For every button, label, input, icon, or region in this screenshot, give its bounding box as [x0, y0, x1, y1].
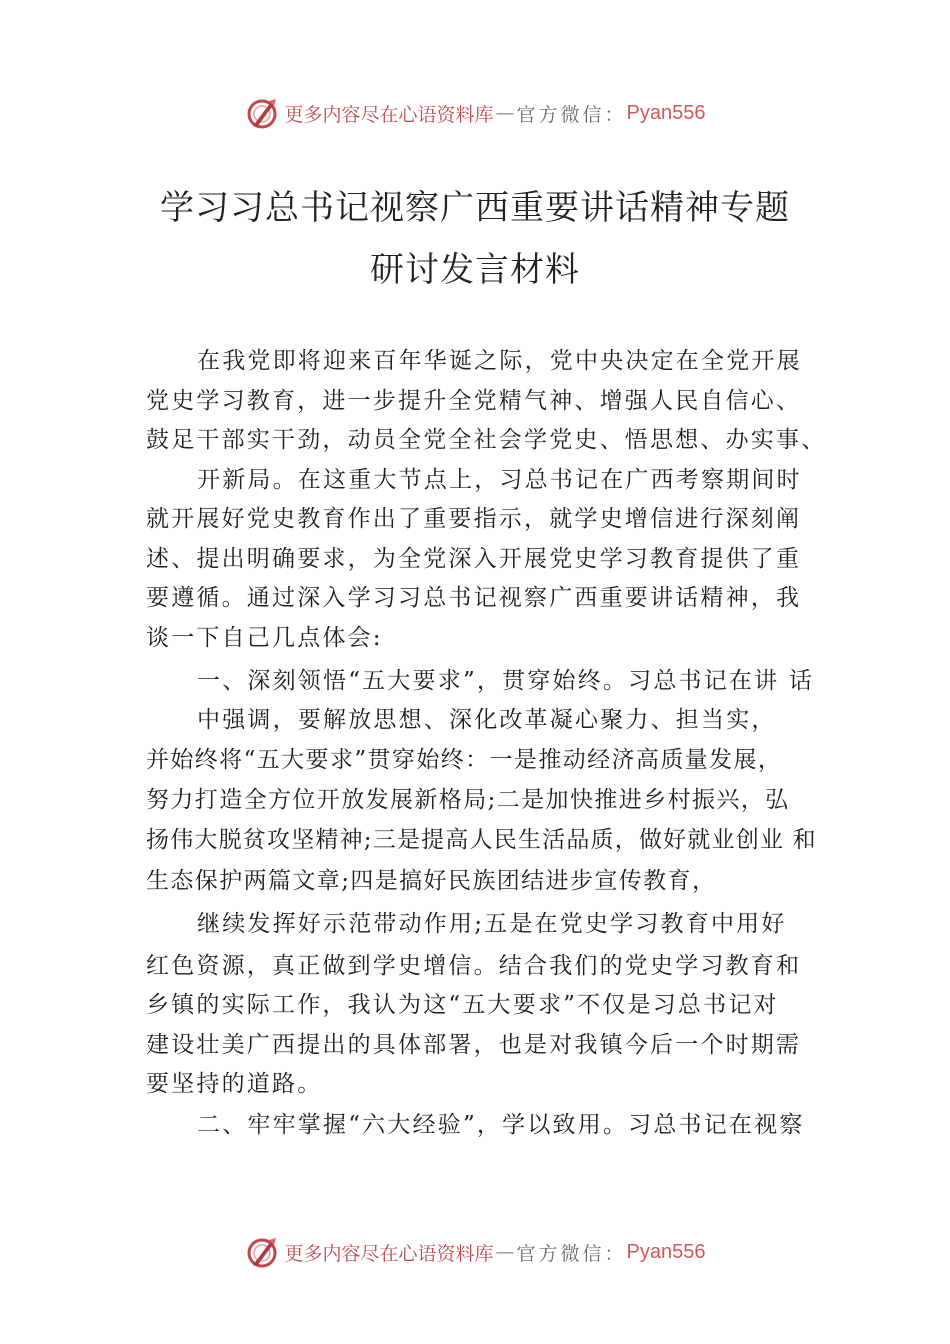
- banner-wechat-label: 官方微信：: [516, 103, 627, 126]
- body-line: 开新局。在这重大节点上，习总书记在广西考察期间时: [197, 467, 802, 493]
- banner-site-name: 更多内容尽在心语资料库: [284, 1242, 494, 1265]
- body-line: 二、牢牢掌握“六大经验”，学以致用。习总书记在视察: [197, 1112, 805, 1138]
- banner-dash: —: [495, 102, 515, 124]
- footer-watermark-banner: [0, 1232, 950, 1272]
- body-line: 谈一下自己几点体会:: [146, 625, 383, 651]
- body-line: 中强调，要解放思想、深化改革凝心聚力、担当实，: [197, 707, 777, 733]
- body-line: 乡镇的实际工作，我认为这“五大要求”不仅是习总书记对: [146, 992, 779, 1018]
- body-line: 努力打造全方位开放发展新格局;二是加快推进乡村振兴，弘: [146, 787, 790, 813]
- body-line: 建设壮美广西提出的具体部署，也是对我镇今后一个时期需: [146, 1032, 802, 1058]
- banner-dash: —: [495, 1241, 515, 1263]
- header-watermark-banner: [0, 93, 950, 133]
- body-line: 鼓足干部实干劲，动员全党全社会学党史、悟思想、办实事、: [146, 427, 827, 453]
- body-line: 生态保护两篇文章;四是搞好民族团结进步宣传教育，: [146, 868, 717, 894]
- banner-wechat-label: 官方微信：: [516, 1242, 627, 1265]
- banner-wechat-id: Pyan556: [626, 101, 706, 124]
- body-line: 红色资源，真正做到学史增信。结合我们的党史学习教育和: [146, 953, 802, 979]
- body-line: 扬伟大脱贫攻坚精神;三是提高人民生活品质，做好就业创业 和: [146, 827, 817, 853]
- quill-seal-logo-icon: [245, 96, 279, 130]
- body-line: 要遵循。通过深入学习习总书记视察广西重要讲话精神，我: [146, 585, 802, 611]
- body-line: 要坚持的道路。: [146, 1071, 323, 1097]
- body-line: 党史学习教育，进一步提升全党精气神、增强人民自信心、: [146, 388, 802, 414]
- body-line: 述、提出明确要求，为全党深入开展党史学习教育提供了重: [146, 546, 802, 572]
- document-title-line-2: 研讨发言材料: [370, 250, 580, 290]
- body-line: 并始终将“五大要求”贯穿始终：一是推动经济高质量发展，: [146, 747, 783, 773]
- quill-seal-logo-icon: [245, 1235, 279, 1269]
- banner-site-name: 更多内容尽在心语资料库: [284, 103, 494, 126]
- body-line: 就开展好党史教育作出了重要指示，就学史增信进行深刻阐: [146, 506, 802, 532]
- body-line: 一、深刻领悟“五大要求”，贯穿始终。习总书记在讲 话: [197, 668, 815, 694]
- body-line: 在我党即将迎来百年华诞之际，党中央决定在全党开展: [197, 348, 802, 374]
- document-title-line-1: 学习习总书记视察广西重要讲话精神专题: [160, 188, 790, 228]
- banner-wechat-id: Pyan556: [626, 1240, 706, 1263]
- body-line: 继续发挥好示范带动作用;五是在党史学习教育中用好: [197, 911, 787, 937]
